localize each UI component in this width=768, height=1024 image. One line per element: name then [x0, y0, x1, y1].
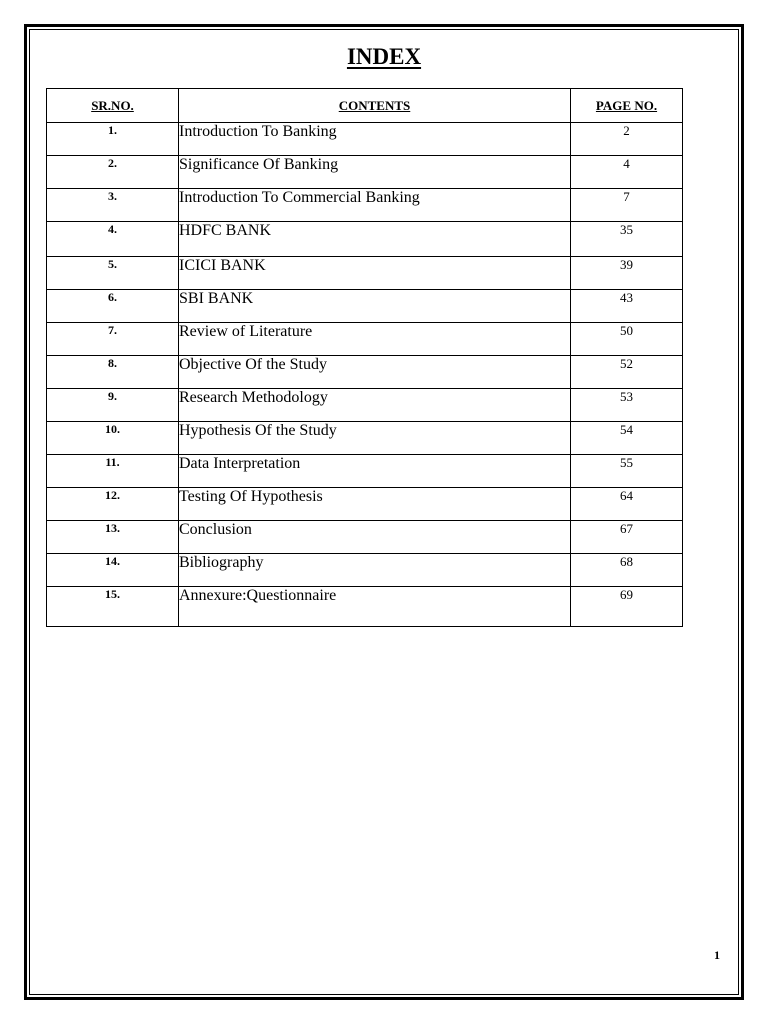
row-content: Research Methodology [179, 389, 571, 422]
table-row [47, 323, 683, 356]
row-sr-no: 2. [47, 156, 179, 189]
row-page-no: 64 [571, 488, 683, 521]
header-sr-no: SR.NO. [47, 89, 179, 123]
row-content: Review of Literature [179, 323, 571, 356]
table-row [47, 257, 683, 290]
page-number: 1 [714, 948, 720, 962]
table-row [47, 389, 683, 422]
row-sr-no: 4. [47, 222, 179, 257]
row-sr-no: 3. [47, 189, 179, 222]
row-page-no: 68 [571, 554, 683, 587]
row-page-no: 2 [571, 123, 683, 156]
table-row [47, 554, 683, 587]
row-content: Hypothesis Of the Study [179, 422, 571, 455]
row-content: HDFC BANK [179, 222, 571, 257]
row-content: Introduction To Banking [179, 123, 571, 156]
row-page-no: 52 [571, 356, 683, 389]
page-title: INDEX [346, 44, 422, 69]
table-row [47, 156, 683, 189]
table-row [47, 123, 683, 156]
row-content: Data Interpretation [179, 455, 571, 488]
row-content: Bibliography [179, 554, 571, 587]
row-content: Testing Of Hypothesis [179, 488, 571, 521]
header-contents: CONTENTS [179, 89, 571, 123]
row-page-no: 53 [571, 389, 683, 422]
row-content: Conclusion [179, 521, 571, 554]
table-row [47, 422, 683, 455]
row-page-no: 7 [571, 189, 683, 222]
row-content: Annexure:Questionnaire [179, 587, 571, 627]
table-row [47, 189, 683, 222]
row-content: Objective Of the Study [179, 356, 571, 389]
row-sr-no: 6. [47, 290, 179, 323]
table-row [47, 290, 683, 323]
row-page-no: 39 [571, 257, 683, 290]
row-sr-no: 5. [47, 257, 179, 290]
row-sr-no: 10. [47, 422, 179, 455]
row-content: SBI BANK [179, 290, 571, 323]
table-body [47, 123, 683, 627]
row-page-no: 4 [571, 156, 683, 189]
row-page-no: 69 [571, 587, 683, 627]
row-page-no: 43 [571, 290, 683, 323]
table-row [47, 356, 683, 389]
index-table [46, 88, 683, 627]
table-row [47, 455, 683, 488]
table-row [47, 222, 683, 257]
row-sr-no: 9. [47, 389, 179, 422]
row-sr-no: 8. [47, 356, 179, 389]
row-content: Introduction To Commercial Banking [179, 189, 571, 222]
header-page-no: PAGE NO. [571, 89, 683, 123]
table-row [47, 521, 683, 554]
row-sr-no: 1. [47, 123, 179, 156]
row-sr-no: 11. [47, 455, 179, 488]
row-page-no: 55 [571, 455, 683, 488]
row-sr-no: 12. [47, 488, 179, 521]
table-header-row [47, 89, 683, 123]
row-page-no: 54 [571, 422, 683, 455]
row-sr-no: 15. [47, 587, 179, 627]
row-content: ICICI BANK [179, 257, 571, 290]
row-content: Significance Of Banking [179, 156, 571, 189]
row-page-no: 50 [571, 323, 683, 356]
row-sr-no: 13. [47, 521, 179, 554]
row-page-no: 67 [571, 521, 683, 554]
row-page-no: 35 [571, 222, 683, 257]
row-sr-no: 7. [47, 323, 179, 356]
table-row [47, 488, 683, 521]
table-row [47, 587, 683, 627]
row-sr-no: 14. [47, 554, 179, 587]
